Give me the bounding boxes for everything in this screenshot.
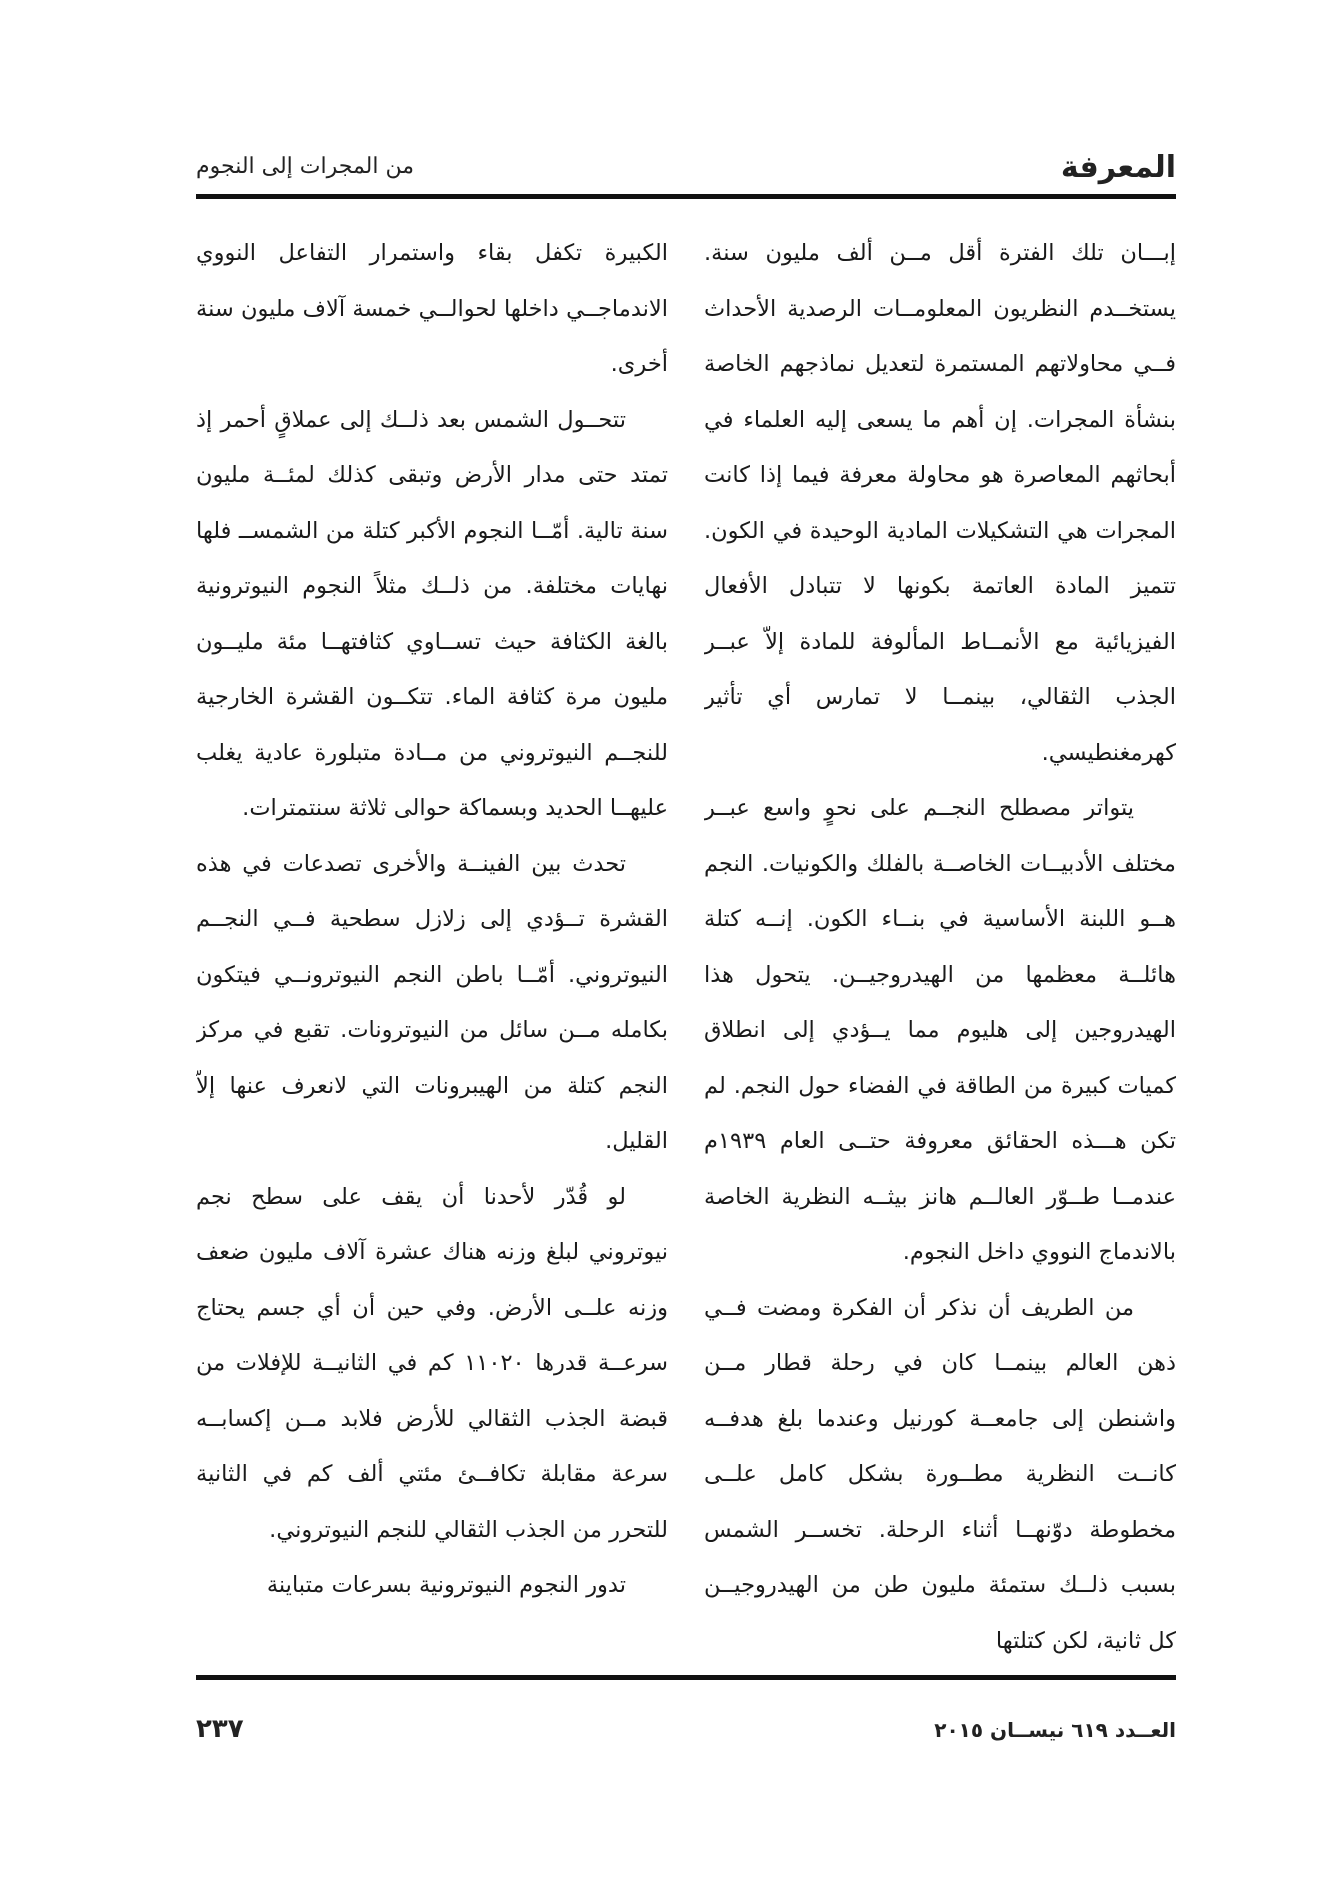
left-column — [196, 226, 668, 1656]
footer-divider — [196, 1675, 1176, 1680]
paragraph: تتحــول الشمس بعد ذلــك إلى عملاقٍ أحمر إذ تمتد حتى مدار الأرض وتبقى كذلك لمئــة مليون سنة تالية. أمّــا النجوم الأكبر كتلة من الشمســ فلها نهايات مختلفة. من ذلــك مثلاً النجوم النيوترونية بالغة الكثافة حيث تســاوي كثافتهــا مئة مليــون مليون مرة كثافة الماء. تتكــون القشرة الخارجية للنجــم النيوتروني من مــادة متبلورة عادية يغلب عليهــا الحديد وبسماكة حوالى ثلاثة سنتمترات. — [196, 406, 668, 821]
right-column — [704, 226, 1176, 1656]
issue-info: العــدد ٦١٩ نيســان ٢٠١٥ — [934, 1718, 1176, 1742]
section-title: من المجرات إلى النجوم — [196, 154, 415, 179]
paragraph: إبـــان تلك الفترة أقل مــن ألف مليون سنة. يستخــدم النظريون المعلومــات الرصدية الأحداث فــي محاولاتهم المستمرة لتعديل نماذجهم الخاصة بنشأة المجرات. إن أهم ما يسعى إليه العلماء في أبحاثهم المعاصرة هو محاولة معرفة فيما إذا كانت المجرات هي التشكيلات المادية الوحيدة في الكون. تتميز المادة العاتمة بكونها لا تتبادل الأفعال الفيزيائية مع الأنمــاط المألوفة للمادة إلاّ عبــر الجذب الثقالي، بينمــا لا تمارس أي تأثير كهرمغنطيسي. — [704, 240, 1176, 766]
paragraph: لو قُدّر لأحدنا أن يقف على سطح نجم نيوتروني لبلغ وزنه هناك عشرة آلاف مليون ضعف وزنه علــى الأرض. وفي حين أن أي جسم يحتاج سرعــة قدرها ١١٠٢٠ كم في الثانيــة للإفلات من قبضة الجذب الثقالي للأرض فلابد مــن إكسابــه سرعة مقابلة تكافــئ مئتي ألف كم في الثانية للتحرر من الجذب الثقالي للنجم النيوتروني. — [196, 1183, 668, 1543]
paragraph: تحدث بين الفينــة والأخرى تصدعات في هذه القشرة تــؤدي إلى زلازل سطحية فــي النجــم النيوتروني. أمّــا باطن النجم النيوترونــي فيتكون بكامله مــن سائل من النيوترونات. تقبع في مركز النجم كتلة من الهيبرونات التي لانعرف عنها إلاّ القليل. — [196, 850, 668, 1154]
page-footer — [196, 1714, 1176, 1758]
paragraph: تدور النجوم النيوترونية بسرعات متباينة — [266, 1572, 626, 1598]
page-number: ٢٣٧ — [196, 1714, 244, 1744]
page-header — [196, 150, 1176, 190]
header-divider — [196, 194, 1176, 199]
magazine-logo: المعرفة — [1060, 150, 1176, 185]
paragraph: يتواتر مصطلح النجــم على نحوٍ واسع عبــر مختلف الأدبيــات الخاصــة بالفلك والكونيات. النجم هــو اللبنة الأساسية في بنــاء الكون. إنــه كتلة هائلــة معظمها من الهيدروجيــن. يتحول هذا الهيدروجين إلى هليوم مما يــؤدي إلى انطلاق كميات كبيرة من الطاقة في الفضاء حول النجم. لم تكن هـــذه الحقائق معروفة حتــى العام ١٩٣٩م عندمــا طــوّر العالــم هانز بيثــه النظرية الخاصة بالاندماج النووي داخل النجوم. — [704, 795, 1176, 1265]
paragraph: الكبيرة تكفل بقاء واستمرار التفاعل النووي الاندماجــي داخلها لحوالــي خمسة آلاف مليون سنة أخرى. — [196, 240, 668, 377]
paragraph: من الطريف أن نذكر أن الفكرة ومضت فــي ذهن العالم بينمــا كان في رحلة قطار مــن واشنطن إلى جامعــة كورنيل وعندما بلغ هدفــه كانــت النظرية مطــورة بشكل كامل علــى مخطوطة دوّنهــا أثناء الرحلة. تخســر الشمس بسبب ذلــك ستمئة مليون طن من الهيدروجيــن كل ثانية، لكن كتلتها — [704, 1294, 1176, 1654]
